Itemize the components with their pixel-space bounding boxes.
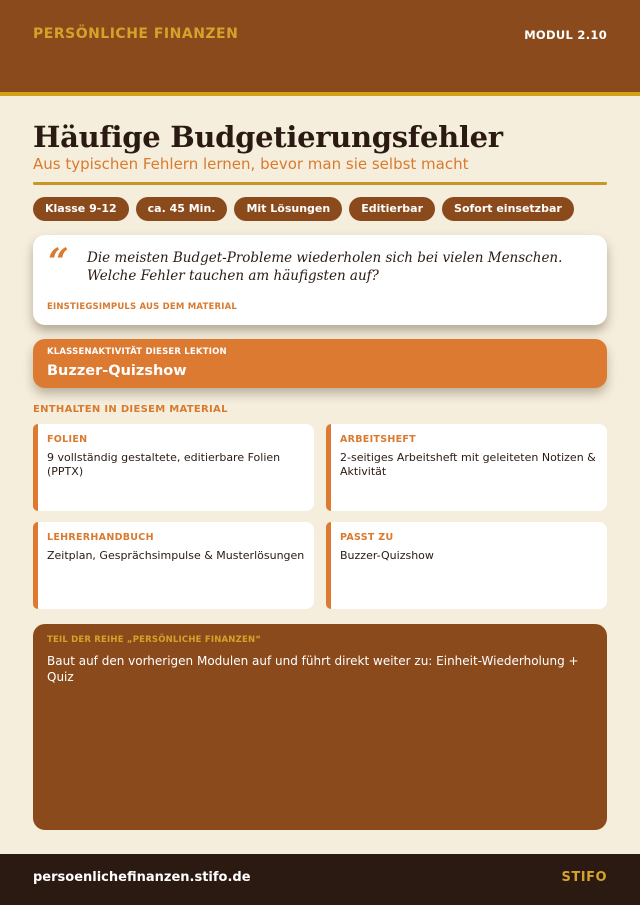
- footer-brand-logo: STIFO: [561, 870, 607, 885]
- series-info-text: Baut auf den vorherigen Modulen auf und führt direkt weiter zu: Einheit-Wiederholung + Quiz: [47, 654, 579, 684]
- header-accent-line: [0, 92, 640, 96]
- content-card-slides: [33, 424, 314, 511]
- card-text: 2-seitiges Arbeitsheft mit geleiteten Notizen & Aktivität: [340, 451, 596, 478]
- activity-banner: [33, 339, 607, 388]
- content-card-fits-with: [326, 522, 607, 609]
- tag-ready: Sofort einsetzbar: [442, 197, 574, 221]
- series-info-label: TEIL DER REIHE „PERSÖNLICHE FINANZEN“: [47, 635, 262, 645]
- quote-caption: EINSTIEGSIMPULS AUS DEM MATERIAL: [47, 302, 237, 312]
- contents-heading: ENTHALTEN IN DIESEM MATERIAL: [33, 404, 228, 415]
- quote-text: Die meisten Budget-Probleme wiederholen sich bei vielen Menschen. Welche Fehler tauchen am häufigsten auf?: [87, 250, 563, 284]
- footer-url-link[interactable]: persoenlichefinanzen.stifo.de: [33, 870, 251, 885]
- content-card-teacher-guide: [33, 522, 314, 609]
- activity-label: KLASSENAKTIVITÄT DIESER LEKTION: [47, 347, 227, 357]
- card-title: ARBEITSHEFT: [340, 434, 416, 445]
- card-title: FOLIEN: [47, 434, 88, 445]
- series-name: PERSÖNLICHE FINANZEN: [33, 26, 239, 42]
- tag-list: [33, 197, 574, 221]
- quote-card: [33, 235, 607, 325]
- page-subtitle: Aus typischen Fehlern lernen, bevor man sie selbst macht: [33, 155, 469, 173]
- activity-title: Buzzer-Quizshow: [47, 363, 187, 379]
- tag-grade: Klasse 9-12: [33, 197, 129, 221]
- footer-bar: [0, 854, 640, 905]
- card-title: PASST ZU: [340, 532, 394, 543]
- card-text: Zeitplan, Gesprächsimpulse & Musterlösungen: [47, 549, 305, 562]
- series-info-box: [33, 624, 607, 830]
- card-title: LEHRERHANDBUCH: [47, 532, 154, 543]
- tag-solutions: Mit Lösungen: [234, 197, 342, 221]
- quote-mark-icon: “: [48, 241, 69, 283]
- module-number: MODUL 2.10: [524, 28, 607, 42]
- title-divider: [33, 182, 607, 185]
- content-card-workbook: [326, 424, 607, 511]
- card-text: Buzzer-Quizshow: [340, 549, 434, 562]
- header-bar: [0, 0, 640, 92]
- page-title: Häufige Budgetierungsfehler: [33, 120, 503, 154]
- card-text: 9 vollständig gestaltete, editierbare Folien (PPTX): [47, 451, 281, 478]
- tag-duration: ca. 45 Min.: [136, 197, 228, 221]
- tag-editable: Editierbar: [349, 197, 435, 221]
